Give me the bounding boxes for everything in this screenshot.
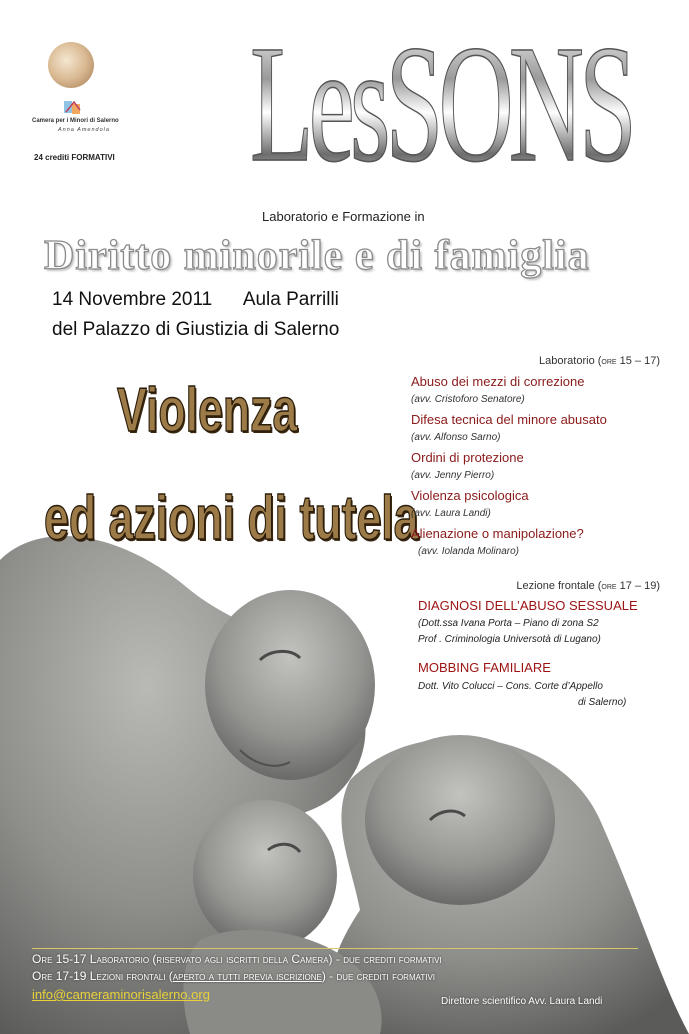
lezione-heading: Lezione frontale (ORE 17 – 19) [516, 580, 660, 592]
main-title-line-1: Violenza [117, 376, 298, 445]
laboratorio-heading: Laboratorio (ORE 15 – 17) [539, 355, 660, 367]
course-teacher: (avv. Alfonso Sarno) [411, 432, 501, 443]
event-title: LesSONS [250, 11, 632, 197]
course-title: Violenza psicologica [411, 488, 529, 503]
director-credit: Direttore scientifico Avv. Laura Landi [441, 996, 603, 1007]
email-link[interactable]: info@cameraminorisalerno.org [32, 987, 210, 1002]
lecture-teacher: (Dott.ssa Ivana Porta – Piano di zona S2 [418, 618, 599, 629]
logo-name: Camera per i Minori di Salerno [32, 118, 119, 124]
course-teacher: (avv. Laura Landi) [411, 508, 491, 519]
credits-badge: 24 crediti FORMATIVI [34, 153, 115, 162]
footer-line-2: Ore 17-19 Lezioni frontali (aperto a tutti previa iscrizione) - due crediti formativi [32, 969, 436, 983]
topic-heading: Diritto minorile e di famiglia [44, 233, 590, 279]
lecture-teacher: Dott. Vito Colucci – Cons. Corte d’Appello [418, 681, 603, 692]
logo-image [48, 42, 94, 88]
course-title: Abuso dei mezzi di correzione [411, 374, 585, 389]
course-teacher: (avv. Iolanda Molinaro) [418, 546, 519, 557]
footer-line-1: Ore 15-17 Laboratorio (riservato agli iscritti della Camera) - due crediti formativi [32, 952, 442, 966]
date-location: 14 Novembre 2011 Aula Parrilli [52, 289, 339, 310]
course-teacher: (avv. Jenny Pierro) [411, 470, 495, 481]
venue: del Palazzo di Giustizia di Salerno [52, 319, 340, 340]
lecture-teacher: di Salerno) [578, 697, 627, 708]
lecture-teacher: Prof . Criminologia Universotà di Lugano) [418, 634, 601, 645]
footer-divider [32, 948, 638, 949]
logo-mark-icon [62, 98, 84, 116]
lecture-title: MOBBING FAMILIARE [418, 660, 551, 675]
course-title: Difesa tecnica del minore abusato [411, 412, 607, 427]
lab-subtitle: Laboratorio e Formazione in [262, 209, 425, 224]
course-title: Alienazione o manipolazione? [411, 526, 584, 541]
main-title-line-2: ed azioni di tutela [44, 484, 419, 553]
lecture-title: DIAGNOSI DELL’ABUSO SESSUALE [418, 598, 638, 613]
course-teacher: (avv. Cristoforo Senatore) [411, 394, 525, 405]
logo-subtitle: Anna Amendola [58, 127, 110, 133]
course-title: Ordini di protezione [411, 450, 524, 465]
